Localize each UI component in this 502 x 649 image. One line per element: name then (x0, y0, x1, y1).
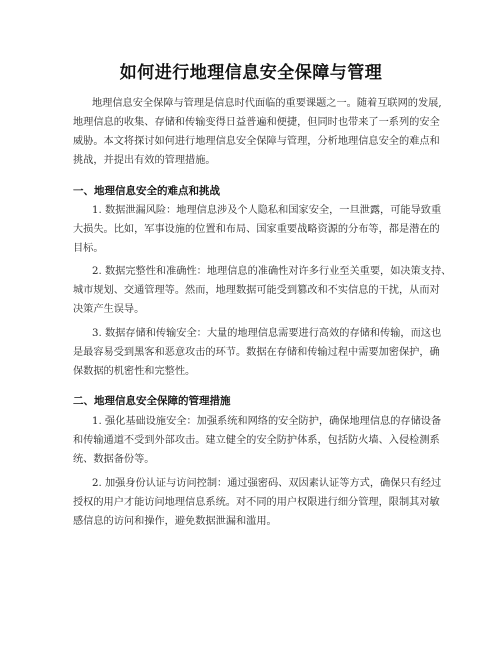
text-line: 授权的用户才能访问地理信息系统。对不同的用户权限进行细分管理，限制其对敏 (73, 497, 440, 508)
text-line: 2. 加强身份认证与访问控制：通过强密码、双因素认证等方式，确保只有经过 (92, 478, 442, 489)
text-line: 感信息的访问和操作，避免数据泄漏和滥用。 (73, 516, 277, 527)
intro-paragraph (73, 94, 442, 170)
text-line: 3. 数据存储和传输安全：大量的地理信息需要进行高效的存储和传输，而这也 (92, 328, 442, 339)
section-1-item-1 (73, 201, 442, 258)
section-1-item-2 (73, 262, 452, 319)
text-line: 地理信息安全保障与管理是信息时代面临的重要课题之一。随着互联网的发展, (92, 98, 442, 109)
document-title: 如何进行地理信息安全保障与管理 (119, 63, 383, 83)
text-line: 决策产生误导。 (73, 304, 145, 315)
text-line: 保数据的机密性和完整性。 (73, 366, 196, 377)
text-line: 大损失。比如，军事设施的位置和布局、国家重要战略资源的分布等，都是潜在的 (73, 224, 440, 235)
text-line: 统、数据备份等。 (73, 454, 155, 465)
text-line: 1. 数据泄漏风险：地理信息涉及个人隐私和国家安全，一旦泄露，可能导致重 (92, 205, 442, 216)
section-2-heading: 二、地理信息安全保障的管理措施 (73, 395, 231, 407)
section-1-item-3 (73, 324, 442, 381)
text-line: 是最容易受到黑客和恶意攻击的环节。数据在存储和传输过程中需要加密保护，确 (73, 347, 440, 358)
text-line: 挑战，并提出有效的管理措施。 (73, 155, 216, 166)
text-line: 和传输通道不受到外部攻击。建立健全的安全防护体系，包括防火墙、入侵检测系 (73, 435, 440, 446)
text-line: 威胁。本文将探讨如何进行地理信息安全保障与管理，分析地理信息安全的难点和 (73, 136, 440, 147)
section-2-item-2 (73, 474, 442, 531)
text-line: 目标。 (73, 243, 104, 254)
section-2-item-1 (73, 412, 442, 469)
section-1-heading: 一、地理信息安全的难点和挑战 (73, 185, 220, 197)
text-line: 1. 强化基础设施安全：加强系统和网络的安全防护，确保地理信息的存储设备 (92, 416, 442, 427)
text-line: 地理信息的收集、存储和传输变得日益普遍和便捷，但同时也带来了一系列的安全 (73, 117, 440, 128)
text-line: 城市规划、交通管理等。然而，地理数据可能受到篡改和不实信息的干扰，从而对 (73, 285, 440, 296)
text-line: 2. 数据完整性和准确性：地理信息的准确性对许多行业至关重要，如决策支持、 (92, 266, 452, 277)
